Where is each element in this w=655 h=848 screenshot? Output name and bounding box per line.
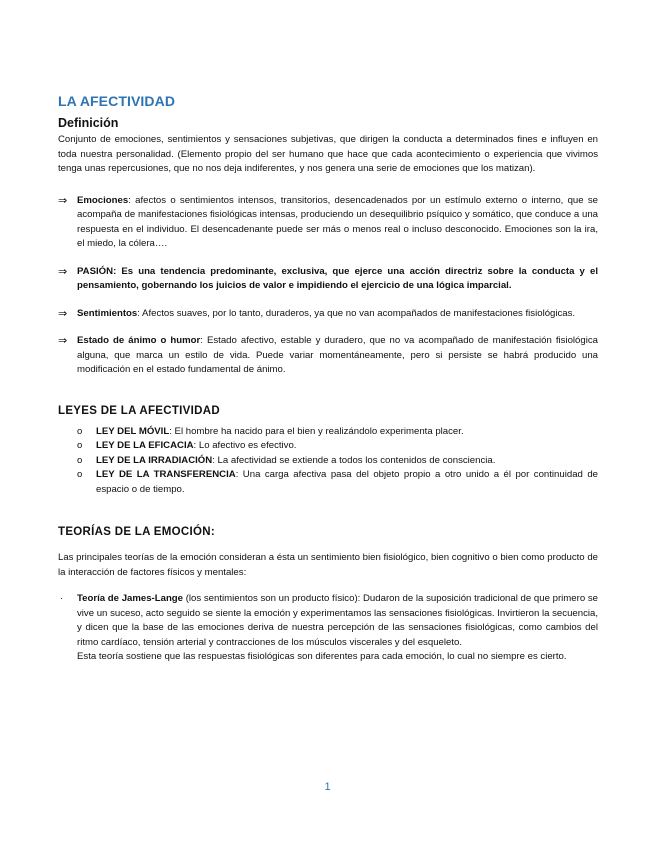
double-arrow-icon: ⇒ <box>58 194 68 207</box>
type-item-pasion: ⇒ PASIÓN: Es una tendencia predominante, exclusiva, que ejerce una acción directriz sobre la conducta y el pensamiento, gobernando los juicios de valor e impidiendo el ejercicio de una lógica imparcial. <box>58 265 598 291</box>
type-item-sentimientos: ⇒ Sentimientos: Afectos suaves, por lo tanto, duraderos, ya que no van acompañados de manifestaciones fisiológicas. <box>58 307 576 320</box>
type-text: Afectos suaves, por lo tanto, duraderos, ya que no van acompañados de manifestaciones fisiológicas. <box>139 307 576 319</box>
type-item-estado-animo: ⇒ Estado de ánimo o humor: Estado afectivo, estable y duradero, que no va acompañado de manifestación fisiológica alguna, que marca un estilo de vida. Puede variar momentáneamente, pero si persiste se habrá producido una modificación en el estado fundamental de ánimo. <box>58 335 598 375</box>
theory-extra: Esta teoría sostiene que las respuestas fisiológicas son diferentes para cada emoción, lo cual no siempre es cierto. <box>77 651 567 662</box>
definition-text: Conjunto de emociones, sentimientos y sensaciones subjetivas, que dirigen la conducta a determinados fines e influyen en toda nuestra personalidad. (Elemento propio del ser humano que hace que cada acontecimiento o experiencia que vivimos tenga unas repercusiones, que no nos deja indiferentes, y nos genera una serie de emociones que los matizan). <box>58 134 598 174</box>
law-item: o LEY DE LA IRRADIACIÓN: La afectividad se extiende a todos los contenidos de consciencia. <box>58 454 598 469</box>
circle-bullet-icon: o <box>77 440 83 451</box>
type-term: PASIÓN <box>77 265 114 277</box>
double-arrow-icon: ⇒ <box>58 265 68 278</box>
type-term: Emociones <box>77 194 129 206</box>
theory-item-james-lange: · Teoría de James-Lange (los sentimientos son un producto físico): Dudaron de la suposición tradicional de que primero se vive un suceso, acto seguido se siente la emoción y experimentamos las sensaciones fisiológicas. Invirtieron la secuencia, y dicen que la base de las emociones deriva de nuestra percepción de las sensaciones fisiológicas, como cambios del ritmo cardíaco, tensión arterial y contracciones de los músculos viscerales y del esqueleto. Esta teoría sostiene que las respuestas fisiológicas son diferentes para cada emoción, lo cual no siempre es cierto. <box>60 593 598 662</box>
double-arrow-icon: ⇒ <box>58 307 68 320</box>
law-item: o LEY DEL MÓVIL: El hombre ha nacido para el bien y realizándolo experimenta placer. <box>58 425 598 440</box>
type-text: Es una tendencia predominante, exclusiva, que ejerce una acción directriz sobre la conducta y el pensamiento, gobernando los juicios de valor e impidiendo el ejercicio de una lógica imparcial. <box>77 265 598 291</box>
double-arrow-icon: ⇒ <box>58 335 68 347</box>
type-item-emociones: ⇒ Emociones: afectos o sentimientos intensos, transitorios, desencadenados por un estímulo externo o interno, que se acompaña de manifestaciones fisiológicas intensas, produciendo un desequilibrio psíquico y somático, que conduce a una respuesta en el individuo. El desencadenante puede ser más o menos real o incluso desconocido. Emociones son la ira, el miedo, la cólera…. <box>58 194 598 249</box>
page-number: 1 <box>324 781 331 793</box>
page-content <box>58 92 598 665</box>
type-term: Sentimientos <box>77 307 138 319</box>
circle-bullet-icon: o <box>77 425 83 437</box>
law-item: o LEY DE LA TRANSFERENCIA: Una carga afectiva pasa del objeto propio a otro unido a él por continuidad de espacio o de tiempo. <box>77 469 598 495</box>
law-item: o LEY DE LA EFICACIA: Lo afectivo es efectivo. <box>58 439 598 454</box>
page-title: LA AFECTIVIDAD <box>58 93 176 109</box>
circle-bullet-icon: o <box>77 454 83 466</box>
theories-intro: Las principales teorías de la emoción consideran a ésta un sentimiento bien fisiológico, bien cognitivo o bien como producto de la interacción de factores físicos y mentales: <box>58 552 598 578</box>
dot-bullet-icon: · <box>60 593 64 604</box>
type-term: Estado de ánimo o humor <box>77 335 201 346</box>
laws-heading: LEYES DE LA AFECTIVIDAD <box>58 404 220 417</box>
circle-bullet-icon: o <box>77 469 83 480</box>
theories-heading: TEORÍAS DE LA EMOCIÓN: <box>58 526 215 538</box>
type-text: afectos o sentimientos intensos, transitorios, desencadenados por un estímulo externo o interno, que se acompaña de manifestaciones fisiológicas intensas, produciendo un desequilibrio psíquico y somático, que conduce a una respuesta en el individuo. El desencadenante puede ser más o menos real o incluso desconocido. Emociones son la ira, el miedo, la cólera…. <box>77 194 598 249</box>
definition-heading: Definición <box>58 116 119 130</box>
type-text: Estado afectivo, estable y duradero, que no va acompañado de manifestación fisiológica alguna, que marca un estilo de vida. Puede variar momentáneamente, pero si persiste se habrá producido una modificación en el estado fundamental de ánimo. <box>77 335 598 375</box>
